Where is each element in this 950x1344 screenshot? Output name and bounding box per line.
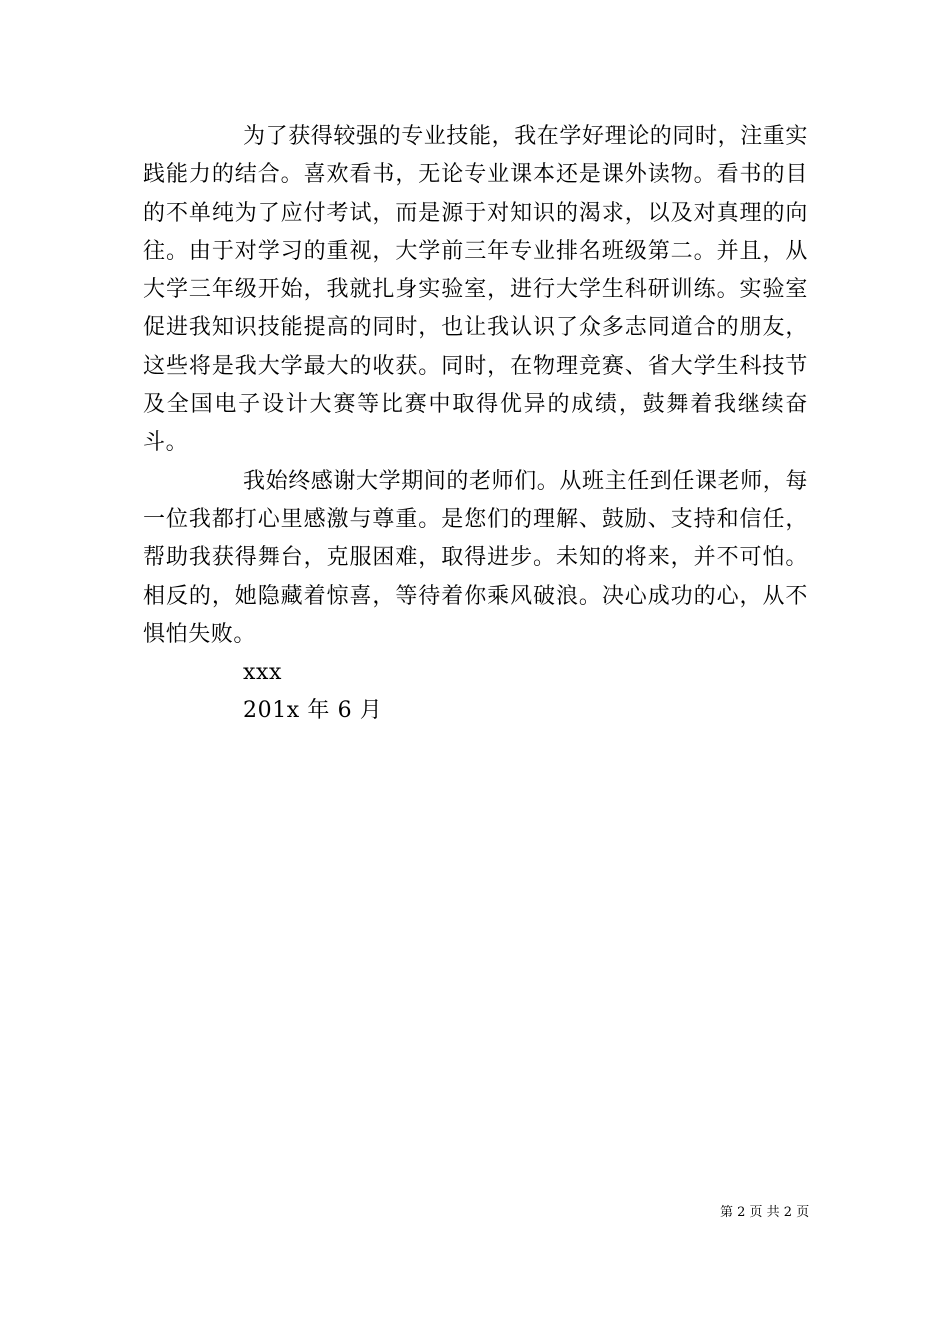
page-number-label: 第 2 页 共 2 页	[720, 1205, 810, 1220]
paragraph-thanks-teachers: 我始终感谢大学期间的老师们。从班主任到任课老师，每一位我都打心里感激与尊重。是您们的理解、鼓励、支持和信任，帮助我获得舞台，克服困难，取得进步。未知的将来，并不可怕。相反的，她隐藏着惊喜，等待着你乘风破浪。决心成功的心，从不惧怕失败。	[143, 468, 809, 647]
document-body	[143, 118, 808, 731]
page-number-footer	[720, 1204, 809, 1222]
date: 201x 年 6 月	[243, 698, 383, 724]
paragraph-professional-skills: 为了获得较强的专业技能，我在学好理论的同时，注重实践能力的结合。喜欢看书，无论专业课本还是课外读物。看书的目的不单纯为了应付考试，而是源于对知识的渴求，以及对真理的向往。由于对学习的重视，大学前三年专业排名班级第二。并且，从大学三年级开始，我就扎身实验室，进行大学生科研训练。实验室促进我知识技能提高的同时，也让我认识了众多志同道合的朋友，这些将是我大学最大的收获。同时，在物理竞赛、省大学生科技节及全国电子设计大赛等比赛中取得优异的成绩，鼓舞着我继续奋斗。	[143, 124, 809, 456]
signature: xxx	[243, 660, 283, 686]
